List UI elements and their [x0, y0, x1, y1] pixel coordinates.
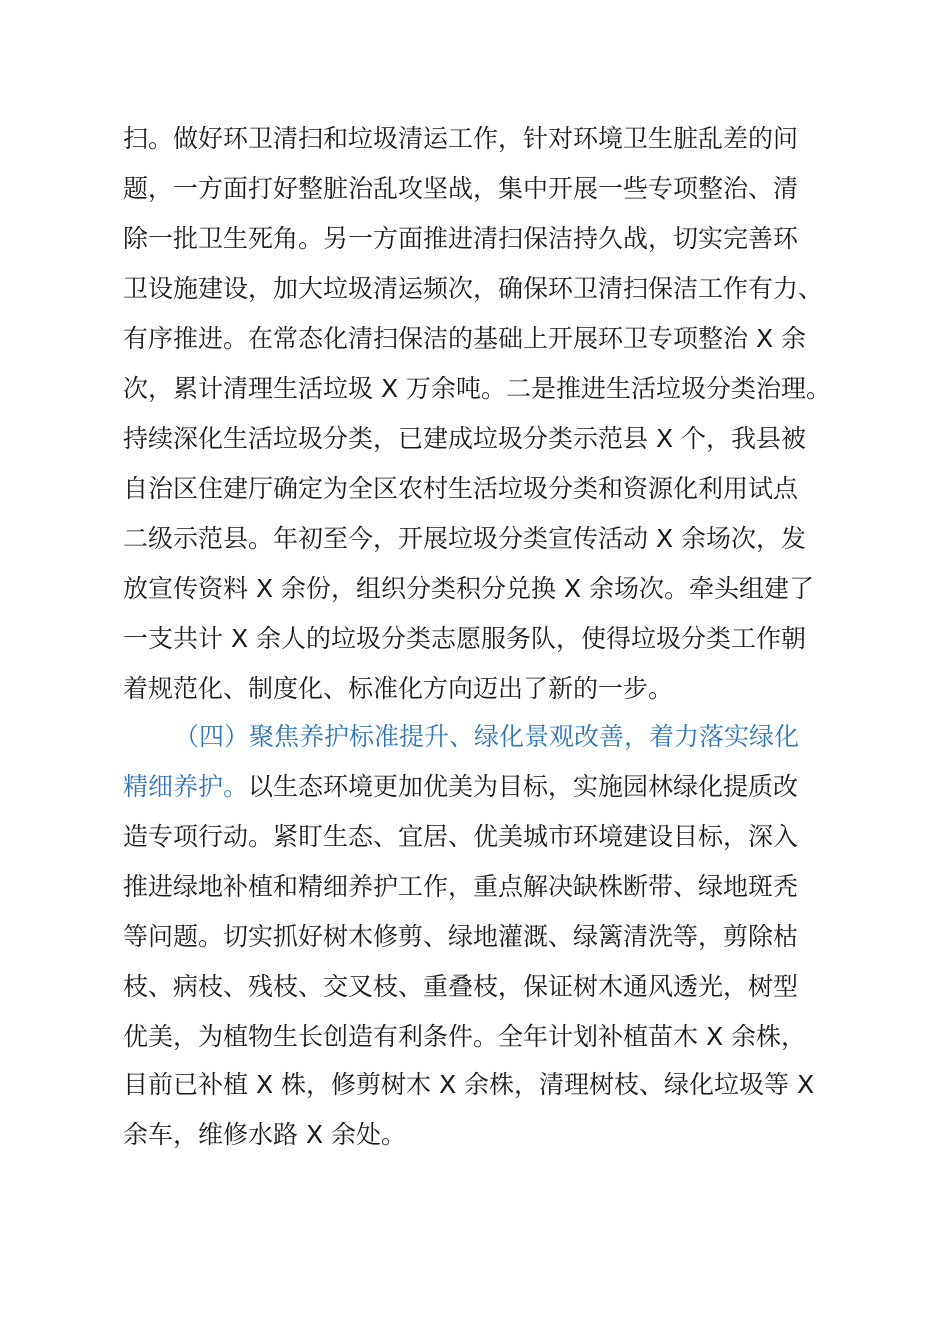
paragraph-line: 除一批卫生死角。另一方面推进清扫保洁持久战，切实完善环	[123, 224, 799, 253]
paragraph-line: 卫设施建设，加大垃圾清运频次，确保环卫清扫保洁工作有力、	[123, 274, 824, 303]
paragraph-line: 次，累计清理生活垃圾 X 万余吨。二是推进生活垃圾分类治理。	[123, 374, 832, 403]
section-body-line: 等问题。切实抓好树木修剪、绿地灌溉、绿篱清洗等，剪除枯	[123, 922, 799, 951]
section-heading-line-2	[123, 772, 798, 802]
section-body-line: 造专项行动。紧盯生态、宜居、优美城市环境建设目标，深入	[123, 822, 799, 851]
paragraph-line: 自治区住建厅确定为全区农村生活垃圾分类和资源化利用试点	[123, 474, 799, 503]
section-heading-line-1: （四）聚焦养护标准提升、绿化景观改善，着力落实绿化	[174, 722, 800, 751]
section-heading-tail: 精细养护。	[123, 772, 249, 801]
paragraph-line: 着规范化、制度化、标准化方向迈出了新的一步。	[123, 674, 674, 703]
paragraph-line: 持续深化生活垃圾分类，已建成垃圾分类示范县 X 个，我县被	[123, 424, 807, 453]
section-body-line: 推进绿地补植和精细养护工作，重点解决缺株断带、绿地斑秃	[123, 872, 799, 901]
paragraph-line: 题，一方面打好整脏治乱攻坚战，集中开展一些专项整治、清	[123, 174, 799, 203]
section-body-start: 以生态环境更加优美为目标，实施园林绿化提质改	[248, 772, 799, 801]
section-body-line: 枝、病枝、残枝、交叉枝、重叠枝，保证树木通风透光，树型	[123, 972, 799, 1001]
section-body-line: 目前已补植 X 株，修剪树木 X 余株，清理树枝、绿化垃圾等 X	[123, 1070, 815, 1099]
section-body-line: 余车，维修水路 X 余处。	[123, 1120, 407, 1149]
paragraph-line: 二级示范县。年初至今，开展垃圾分类宣传活动 X 余场次，发	[123, 524, 807, 553]
paragraph-line: 有序推进。在常态化清扫保洁的基础上开展环卫专项整治 X 余	[123, 324, 807, 353]
paragraph-line: 扫。做好环卫清扫和垃圾清运工作，针对环境卫生脏乱差的问	[123, 124, 799, 153]
paragraph-line: 放宣传资料 X 余份，组织分类积分兑换 X 余场次。牵头组建了	[123, 574, 815, 603]
paragraph-line: 一支共计 X 余人的垃圾分类志愿服务队，使得垃圾分类工作朝	[123, 624, 807, 653]
section-body-line: 优美，为植物生长创造有利条件。全年计划补植苗木 X 余株，	[123, 1022, 807, 1051]
